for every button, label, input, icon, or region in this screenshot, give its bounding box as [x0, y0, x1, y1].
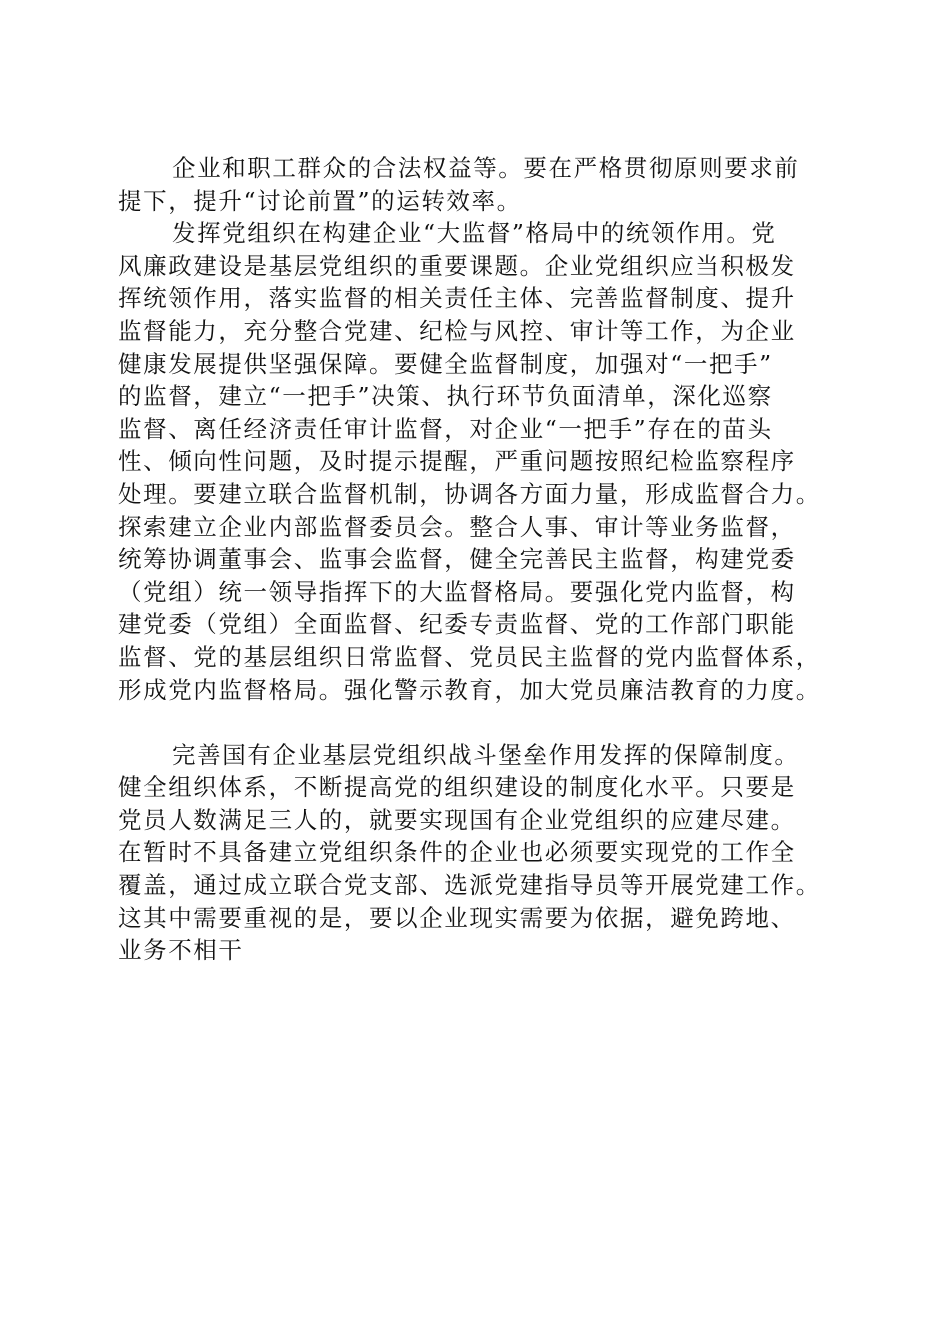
paragraph-gap	[118, 706, 834, 739]
text-line: 挥统领作用，落实监督的相关责任主体、完善监督制度、提升	[118, 284, 796, 313]
text-line: 形成党内监督格局。强化警示教育，加大党员廉洁教育的力度。	[118, 675, 821, 704]
paragraph-3	[118, 739, 834, 967]
text-line: 完善国有企业基层党组织战斗堡垒作用发挥的保障制度。	[172, 740, 800, 769]
text-line: 风廉政建设是基层党组织的重要课题。企业党组织应当积极发	[118, 251, 796, 280]
text-line: 提下，提升“讨论前置”的运转效率。	[118, 186, 522, 215]
text-line: 建党委（党组）全面监督、纪委专责监督、党的工作部门职能	[118, 610, 796, 639]
text-line: 在暂时不具备建立党组织条件的企业也必须要实现党的工作全	[118, 838, 796, 867]
text-line: 探索建立企业内部监督委员会。整合人事、审计等业务监督，	[118, 512, 796, 541]
text-line: 健康发展提供坚强保障。要健全监督制度，加强对“一把手”	[118, 349, 773, 378]
text-line: 监督、离任经济责任审计监督，对企业“一把手”存在的苗头	[118, 414, 773, 443]
text-line: 监督、党的基层组织日常监督、党员民主监督的党内监督体系，	[118, 642, 821, 671]
document-body	[118, 152, 834, 967]
text-line: 覆盖，通过成立联合党支部、选派党建指导员等开展党建工作。	[118, 871, 821, 900]
text-line: 这其中需要重视的是，要以企业现实需要为依据，避免跨地、	[118, 903, 796, 932]
text-line: 业务不相干	[118, 936, 244, 965]
text-line: 性、倾向性问题，及时提示提醒，严重问题按照纪检监察程序	[118, 447, 796, 476]
text-line: 处理。要建立联合监督机制，协调各方面力量，形成监督合力。	[118, 479, 821, 508]
text-line: 党员人数满足三人的，就要实现国有企业党组织的应建尽建。	[118, 805, 796, 834]
text-line: （党组）统一领导指挥下的大监督格局。要强化党内监督，构	[118, 577, 796, 606]
text-line: 的监督，建立“一把手”决策、执行环节负面清单，深化巡察	[118, 382, 773, 411]
text-line: 发挥党组织在构建企业“大监督”格局中的统领作用。党	[172, 219, 777, 248]
paragraph-2	[118, 217, 834, 706]
text-line: 监督能力，充分整合党建、纪检与风控、审计等工作，为企业	[118, 316, 796, 345]
paragraph-1	[118, 152, 834, 217]
text-line: 统筹协调董事会、监事会监督，健全完善民主监督，构建党委	[118, 545, 796, 574]
text-line: 健全组织体系，不断提高党的组织建设的制度化水平。只要是	[118, 773, 796, 802]
text-line: 企业和职工群众的合法权益等。要在严格贯彻原则要求前	[172, 154, 800, 182]
